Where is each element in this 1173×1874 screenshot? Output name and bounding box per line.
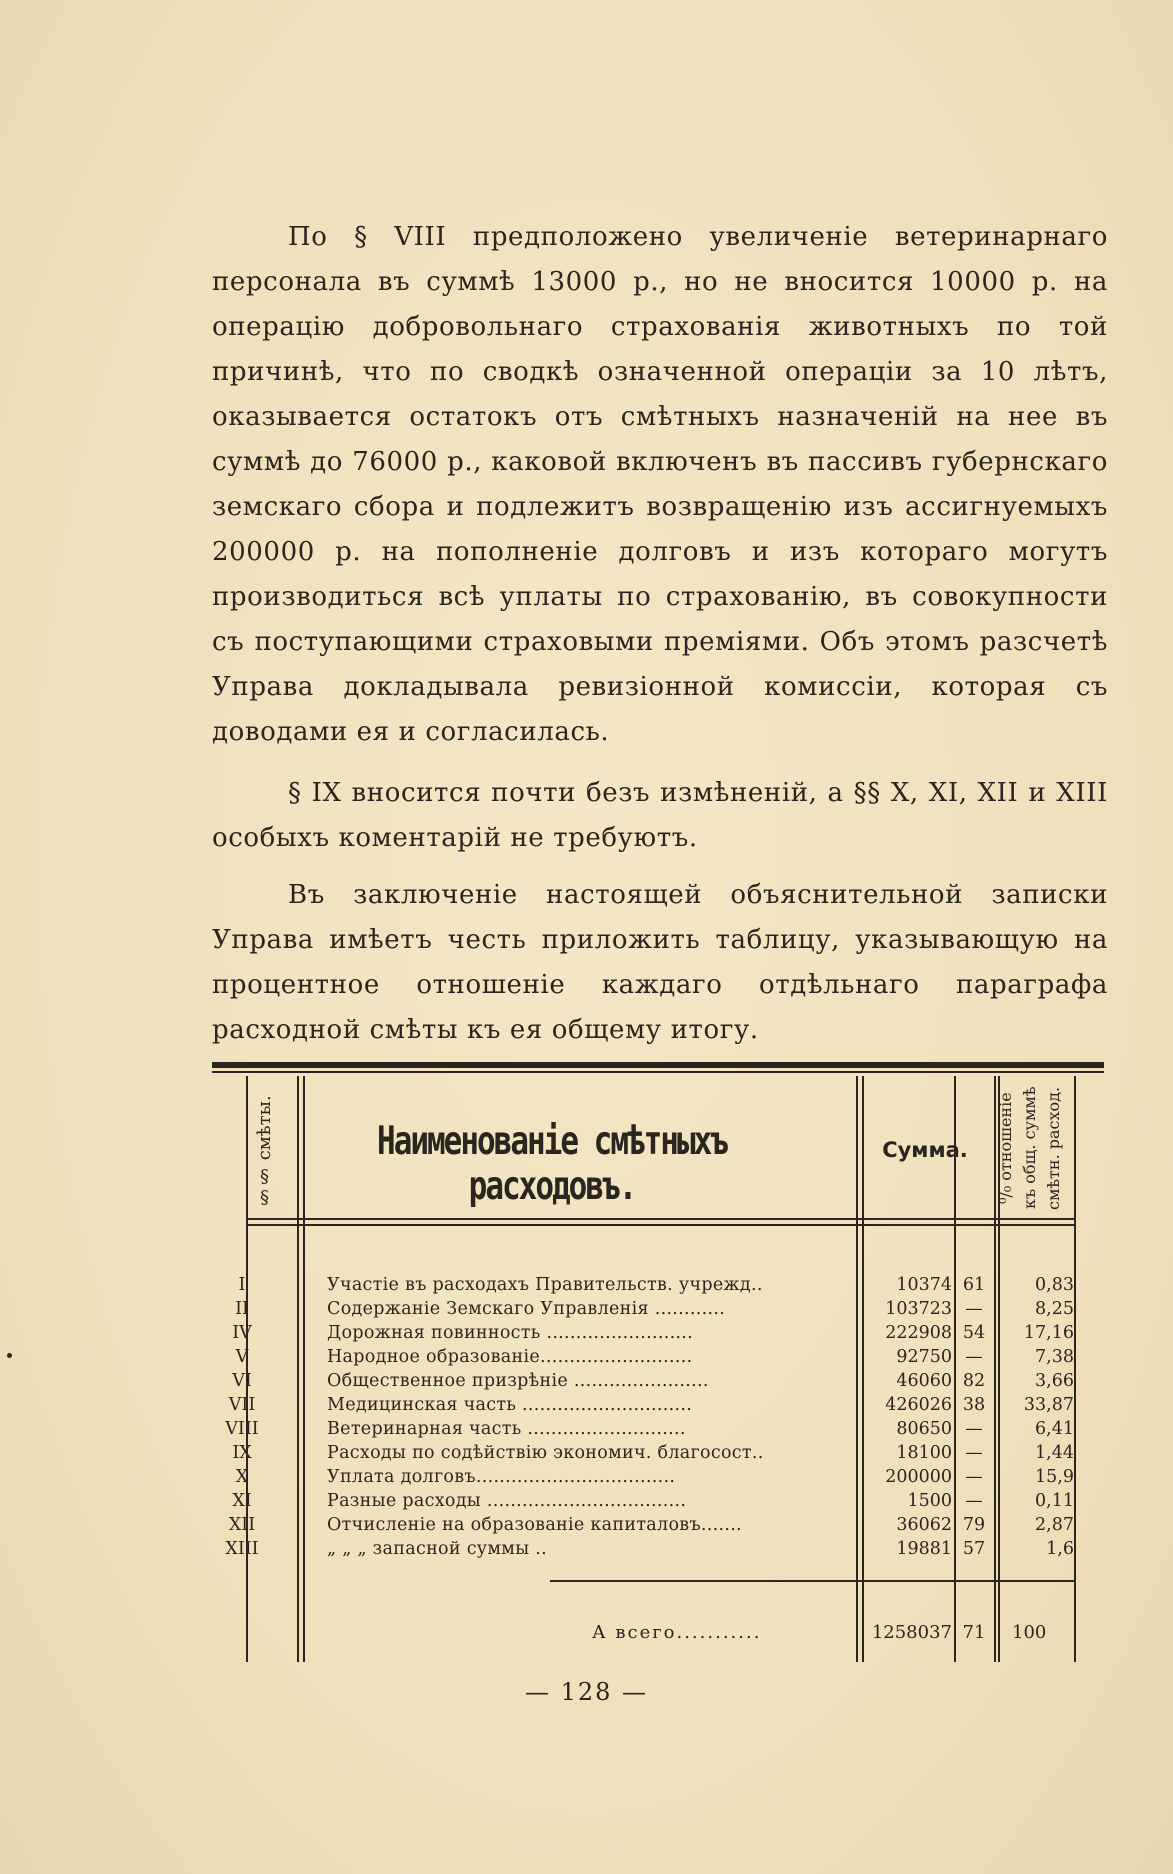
table-row	[212, 1441, 1104, 1465]
row-section: V	[235, 1347, 249, 1367]
page-dot	[7, 1353, 12, 1358]
body-text	[212, 215, 1108, 1065]
table-row	[212, 1321, 1104, 1345]
page-number: — 128 —	[524, 1678, 649, 1706]
table-row	[212, 1513, 1104, 1537]
row-pct: 3,66	[1035, 1371, 1074, 1391]
total-separator	[550, 1580, 1076, 1582]
table-row	[212, 1393, 1104, 1417]
row-name: Медицинская часть .............................	[327, 1395, 693, 1415]
row-sum: 1500	[907, 1491, 952, 1511]
row-name: Уплата долговъ..................................	[327, 1467, 676, 1487]
total-sum: 1258037	[871, 1622, 952, 1643]
row-name: Ветеринарная часть ...........................	[327, 1419, 686, 1439]
header-name: Наименованіе смѣтныхъ расходовъ.	[377, 1119, 727, 1209]
row-kop: 54	[962, 1323, 986, 1343]
row-sum: 200000	[885, 1467, 952, 1487]
paragraph-2: § IX вносится почти безъ измѣненій, а §§ X, XI, XII и XIII особыхъ коментарій не требуютъ.	[212, 778, 1108, 853]
row-section: VIII	[225, 1419, 259, 1439]
row-pct: 15,9	[1035, 1467, 1074, 1487]
row-pct: 2,87	[1035, 1515, 1074, 1535]
row-name: Общественное призрѣніе .......................	[327, 1371, 709, 1391]
row-kop: 38	[962, 1395, 986, 1415]
table-row	[212, 1297, 1104, 1321]
row-section: XII	[228, 1515, 256, 1535]
paragraph-1: По § VIII предположено увеличеніе ветеринарнаго персонала въ суммѣ 13000 р., но не вносится 10000 р. на операцію добровольнаго страхованія животныхъ по той причинѣ, что по сводкѣ означенной операціи за 10 лѣтъ, оказывается остатокъ отъ смѣтныхъ назначеній на нее въ суммѣ до 76000 р., каковой включенъ въ пассивъ губернскаго земскаго сбора и подлежитъ возвращенію изъ ассигнуемыхъ 200000 р. на пополненіе долговъ и изъ котораго могутъ производиться всѣ уплаты по страхованію, въ совокупности съ поступающими страховыми преміями. Объ этомъ разсчетѣ Управа докладывала ревизіонной комиссіи, которая съ доводами ея и согласилась.	[212, 222, 1108, 747]
row-pct: 1,44	[1035, 1443, 1074, 1463]
row-sum: 10374	[896, 1275, 952, 1295]
row-sum: 103723	[885, 1299, 952, 1319]
row-sum: 222908	[885, 1323, 952, 1343]
total-kop: 71	[962, 1622, 986, 1643]
row-pct: 33,87	[1023, 1395, 1074, 1415]
row-section: I	[238, 1275, 246, 1295]
row-kop: 82	[962, 1371, 986, 1391]
row-name: Участіе въ расходахъ Правительств. учрежд..	[327, 1275, 763, 1295]
total-pct: 100	[1012, 1622, 1047, 1643]
row-name: „ „ „ запасной суммы ..	[327, 1539, 548, 1559]
table-row	[212, 1537, 1104, 1561]
row-name: Народное образованіе..........................	[327, 1347, 693, 1367]
table-row	[212, 1345, 1104, 1369]
table-row	[212, 1489, 1104, 1513]
header-pct-2: къ общ. суммѣ	[1020, 1086, 1039, 1210]
row-name: Дорожная повинность .........................	[327, 1323, 694, 1343]
row-kop: —	[965, 1491, 983, 1511]
row-name: Расходы по содѣйствію экономич. благосост..	[327, 1443, 764, 1463]
table-row	[212, 1465, 1104, 1489]
total-row	[212, 1620, 1104, 1646]
row-pct: 8,25	[1035, 1299, 1074, 1319]
row-section: X	[235, 1467, 249, 1487]
header-separator	[246, 1218, 1076, 1220]
header-section: §§ смѣты.	[254, 1095, 275, 1209]
table-row	[212, 1273, 1104, 1297]
row-kop: —	[965, 1299, 983, 1319]
row-sum: 18100	[896, 1443, 952, 1463]
table-row	[212, 1417, 1104, 1441]
total-label: А всего...........	[592, 1622, 762, 1643]
row-kop: —	[965, 1467, 983, 1487]
row-section: II	[235, 1299, 249, 1319]
row-sum: 19881	[896, 1539, 952, 1559]
row-sum: 80650	[896, 1419, 952, 1439]
header-pct-1: ⁰/₀ отношеніе	[996, 1092, 1015, 1204]
row-kop: 61	[962, 1275, 986, 1295]
paragraph-3: Въ заключеніе настоящей объяснительной записки Управа имѣетъ честь приложить таблицу, указывающую на процентное отношеніе каждаго отдѣльнаго параграфа расходной смѣты къ ея общему итогу.	[212, 880, 1108, 1045]
row-sum: 46060	[896, 1371, 952, 1391]
table-row	[212, 1369, 1104, 1393]
header-pct-3: смѣтн. расход.	[1044, 1086, 1063, 1210]
row-kop: 57	[962, 1539, 986, 1559]
row-pct: 1,6	[1046, 1539, 1074, 1559]
row-kop: —	[965, 1347, 983, 1367]
row-section: XIII	[225, 1539, 259, 1559]
row-pct: 0,83	[1035, 1275, 1074, 1295]
row-section: XI	[232, 1491, 252, 1511]
row-kop: —	[965, 1419, 983, 1439]
header-sum: Сумма.	[882, 1138, 968, 1162]
row-sum: 92750	[896, 1347, 952, 1367]
row-section: VI	[232, 1371, 252, 1391]
row-pct: 0,11	[1035, 1491, 1074, 1511]
row-section: IV	[232, 1323, 252, 1343]
row-pct: 7,38	[1035, 1347, 1074, 1367]
row-name: Разные расходы ..................................	[327, 1491, 687, 1511]
row-sum: 36062	[896, 1515, 952, 1535]
row-kop: 79	[962, 1515, 986, 1535]
row-name: Отчисленіе на образованіе капиталовъ.......	[327, 1515, 742, 1535]
header-separator	[246, 1224, 1076, 1226]
row-name: Содержаніе Земскаго Управленія ............	[327, 1299, 726, 1319]
expense-table	[212, 1062, 1104, 1662]
row-pct: 6,41	[1035, 1419, 1074, 1439]
row-sum: 426026	[885, 1395, 952, 1415]
row-section: IX	[232, 1443, 252, 1463]
row-kop: —	[965, 1443, 983, 1463]
row-section: VII	[228, 1395, 256, 1415]
row-pct: 17,16	[1023, 1323, 1074, 1343]
